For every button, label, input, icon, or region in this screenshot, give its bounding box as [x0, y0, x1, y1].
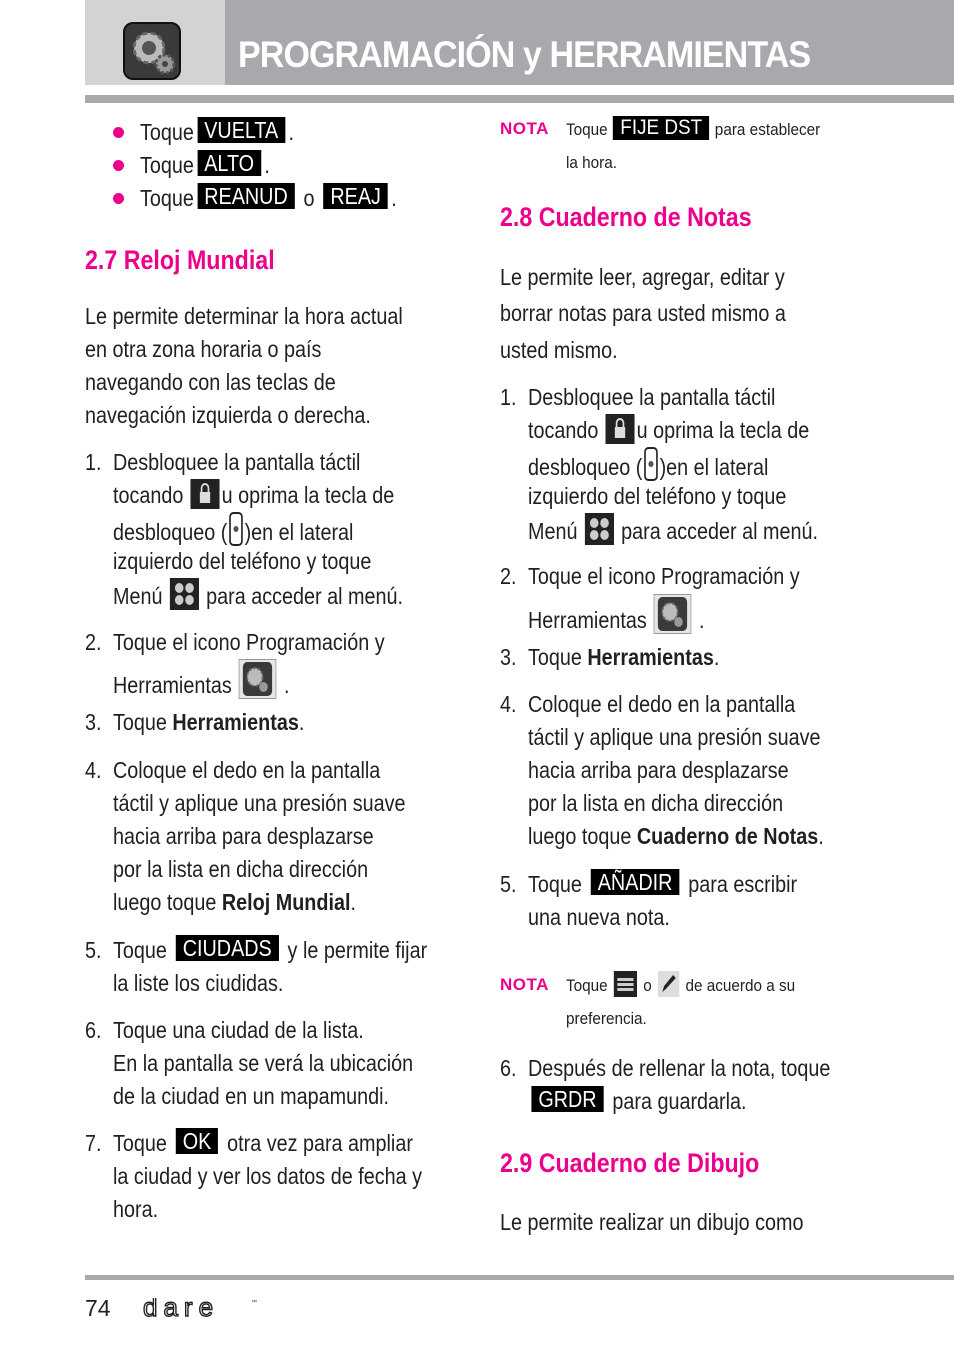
- step-line: táctil y aplique una presión suave: [113, 790, 406, 816]
- reanud-key: REANUD: [197, 183, 294, 209]
- dare-logo: [143, 1298, 258, 1322]
- section-title-dibujo: 2.9 Cuaderno de Dibujo: [500, 1148, 760, 1178]
- footer-rule: [85, 1275, 954, 1280]
- step-line: Toque OK otra vez para ampliar: [113, 1128, 413, 1156]
- note-line: Toque o de acuerdo a su: [566, 969, 795, 1002]
- step-number: 6.: [500, 1055, 517, 1081]
- step-line: tocando u oprima la tecla de: [528, 414, 809, 447]
- unlock-icon: [606, 414, 635, 444]
- step-line: Menú para acceder al menú.: [113, 578, 403, 613]
- step-line: tocando u oprima la tecla de: [113, 479, 394, 512]
- intro-line: navegación izquierda o derecha.: [85, 402, 371, 428]
- step-line: GRDR para guardarla.: [528, 1085, 747, 1118]
- svg-text:™: ™: [251, 1300, 257, 1306]
- step-line: desbloqueo ( )en el lateral: [113, 512, 353, 549]
- step-line: táctil y aplique una presión suave: [528, 724, 821, 750]
- note-label: NOTA: [500, 119, 549, 138]
- vuelta-key: VUELTA: [197, 117, 285, 143]
- step-line: En la pantalla se verá la ubicación: [113, 1050, 414, 1076]
- step-line: desbloqueo ( )en el lateral: [528, 447, 768, 484]
- section-title-notas: 2.8 Cuaderno de Notas: [500, 202, 752, 232]
- step-number: 2.: [85, 629, 102, 655]
- section-title-reloj: 2.7 Reloj Mundial: [85, 245, 275, 275]
- settings-tools-icon: [123, 22, 181, 80]
- page-title: PROGRAMACIÓN y HERRAMIENTAS: [238, 34, 811, 75]
- step-line: Toque Herramientas.: [528, 644, 720, 670]
- bullet-dot-icon: [113, 160, 124, 171]
- step-line: izquierdo del teléfono y toque: [113, 548, 372, 574]
- note-label: NOTA: [500, 975, 549, 994]
- step-line: luego toque Cuaderno de Notas.: [528, 823, 824, 849]
- step-line: luego toque Reloj Mundial.: [113, 889, 356, 915]
- reaj-key: REAJ: [324, 183, 388, 209]
- bullet-dot-icon: [113, 127, 124, 138]
- step-number: 4.: [85, 757, 102, 783]
- bullet-alto: Toque ALTO .: [140, 150, 270, 178]
- step-line: Toque AÑADIR para escribir: [528, 869, 798, 897]
- intro-line: Le permite determinar la hora actual: [85, 303, 403, 329]
- menu-grid-icon: [170, 578, 199, 610]
- note-line: Toque FIJE DST para establecer: [566, 116, 821, 139]
- note-line: preferencia.: [566, 1009, 647, 1028]
- step-line: Herramientas .: [113, 659, 289, 702]
- alto-key: ALTO: [197, 150, 261, 176]
- step-line: Menú para acceder al menú.: [528, 513, 818, 548]
- step-number: 7.: [85, 1130, 102, 1156]
- step-number: 4.: [500, 691, 517, 717]
- step-line: Coloque el dedo en la pantalla: [113, 757, 381, 783]
- bullet-dot-icon: [113, 193, 124, 204]
- step-number: 2.: [500, 563, 517, 589]
- side-unlock-key-icon: [229, 512, 243, 546]
- settings-tools-icon: [239, 659, 277, 699]
- step-number: 6.: [85, 1017, 102, 1043]
- intro-line: usted mismo.: [500, 337, 618, 363]
- step-line: Herramientas .: [528, 594, 704, 637]
- note-line: la hora.: [566, 153, 618, 172]
- intro-line: Le permite realizar un dibujo como: [500, 1209, 804, 1235]
- step-line: Desbloquee la pantalla táctil: [113, 449, 361, 475]
- ciudads-key: CIUDADS: [176, 935, 279, 961]
- svg-text:dare: dare: [143, 1298, 220, 1322]
- step-number: 3.: [500, 644, 517, 670]
- step-line: hora.: [113, 1196, 159, 1222]
- pen-icon: [658, 971, 680, 997]
- step-line: la ciudad y ver los datos de fecha y: [113, 1163, 422, 1189]
- menu-grid-icon: [585, 513, 614, 545]
- step-line: hacia arriba para desplazarse: [528, 757, 789, 783]
- step-line: Desbloquee la pantalla táctil: [528, 384, 776, 410]
- step-line: por la lista en dicha dirección: [528, 790, 784, 816]
- step-line: izquierdo del teléfono y toque: [528, 483, 787, 509]
- intro-line: en otra zona horaria o país: [85, 336, 322, 362]
- bullet-reanud: Toque REANUD o REAJ .: [140, 183, 397, 211]
- step-number: 5.: [500, 871, 517, 897]
- intro-line: Le permite leer, agregar, editar y: [500, 264, 785, 290]
- settings-tools-icon: [654, 594, 692, 634]
- step-line: Toque el icono Programación y: [113, 629, 385, 655]
- step-line: Coloque el dedo en la pantalla: [528, 691, 796, 717]
- step-line: Toque CIUDADS y le permite fijar: [113, 935, 428, 963]
- step-line: de la ciudad en un mapamundi.: [113, 1083, 390, 1109]
- step-line: Toque Herramientas.: [113, 709, 305, 735]
- step-number: 3.: [85, 709, 102, 735]
- page-number: 74: [85, 1295, 111, 1321]
- ok-key: OK: [176, 1128, 218, 1154]
- step-line: Después de rellenar la nota, toque: [528, 1055, 831, 1081]
- step-number: 1.: [85, 449, 102, 475]
- fije-dst-key: FIJE DST: [613, 116, 709, 140]
- intro-line: navegando con las teclas de: [85, 369, 336, 395]
- side-unlock-key-icon: [644, 447, 658, 481]
- bullet-vuelta: Toque VUELTA .: [140, 117, 295, 145]
- step-line: hacia arriba para desplazarse: [113, 823, 374, 849]
- step-line: por la lista en dicha dirección: [113, 856, 369, 882]
- grdr-key: GRDR: [531, 1086, 603, 1112]
- header-rule: [85, 95, 954, 103]
- step-line: Toque una ciudad de la lista.: [113, 1017, 364, 1043]
- step-line: Toque el icono Programación y: [528, 563, 800, 589]
- step-line: la liste los ciudidas.: [113, 970, 284, 996]
- step-number: 1.: [500, 384, 517, 410]
- anadir-key: AÑADIR: [591, 869, 679, 895]
- unlock-icon: [191, 479, 220, 509]
- keyboard-icon: [614, 971, 637, 997]
- step-number: 5.: [85, 937, 102, 963]
- step-line: una nueva nota.: [528, 904, 670, 930]
- intro-line: borrar notas para usted mismo a: [500, 300, 786, 326]
